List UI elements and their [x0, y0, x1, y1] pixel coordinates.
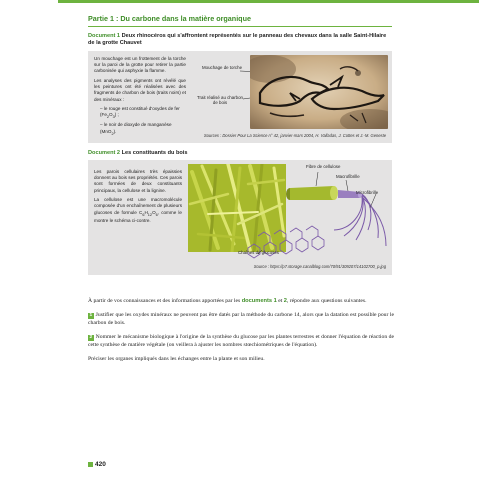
doc2-para1: Les parois cellulaires très épaissies donnent au bois ses propriétés. Ces parois sont formées de deux constituants principaux, la cellulose et la lignine. [94, 168, 182, 193]
page-number-value: 420 [95, 461, 106, 468]
doc1-source: Sources : Dossier Pour La Science n° 42, janvier-mars 2004, H. Valladas, J. Cottes et J.-M. Geneste [203, 132, 386, 138]
doc1-para2: Les analyses des pigments ont révélé que les peintures ont été réalisées avec des fragments de charbon de bois (traits noirs) et des minéraux : [94, 77, 186, 102]
question-2: 2 Nommer le mécanisme biologique à l'origine de la synthèse du glucose par les plantes terrestres et donner l'équation de réaction de cette synthèse de matière végétale (on veillera à ajuster les nombres stœchiométriques de l'équation). [88, 334, 394, 349]
doc1-para1: Un mouchage est un frottement de la torche sur la paroi de la grotte pour retirer la partie carbonisée qui asphyxie la flamme. [94, 55, 186, 74]
label-chaines-glucoses: Chaînes de glucoses [238, 249, 280, 255]
doc1-text [94, 56, 186, 139]
doc1-bullet-iron-oxide: – le rouge est constitué d'oxydes de fer $(Fe_2O_3)$ ; [100, 106, 186, 121]
label-macrofibrille: Macrofibrille [336, 173, 360, 179]
cellulose-schema-icon [238, 164, 388, 264]
doc1-bullet-manganese-dioxide: – le noir de dioxyde de manganèse (MnO$_2$). [100, 122, 186, 137]
doc2-box [88, 160, 392, 275]
top-accent-rule [58, 0, 479, 3]
doc1-list [94, 106, 186, 137]
label-microfibrille: Microfibrille [356, 189, 379, 195]
rhinoceros-painting-icon [250, 55, 388, 129]
label-fibre-cellulose: Fibre de cellulose [306, 163, 341, 169]
doc1-title: Deux rhinocéros qui s'affrontent représentés sur le panneau des chevaux dans la salle Saint-Hilaire de la grotte Chauvet [88, 33, 387, 47]
doc1-caption [88, 33, 392, 48]
doc2-source: Source : https://p7.storage.canalblog.com/70/91/309207/14102700_p.jpg [253, 263, 386, 269]
part-title-rule [88, 26, 392, 27]
question-1: 1 Justifier que les oxydes minéraux ne peuvent pas être datés par la méthode du carbone 14, alors que la datation est possible pour le charbon de bois. [88, 312, 394, 327]
page-content [88, 14, 392, 275]
question-2-number: 2 [89, 335, 93, 341]
questions-section [88, 297, 394, 370]
label-mouchage: Mouchage de torche [201, 64, 243, 70]
page-number-square-icon [88, 462, 93, 467]
cellulose-structure-diagram [238, 164, 388, 264]
question-3: Préciser les organes impliqués dans les échanges entre la plante et son milieu. [88, 356, 265, 363]
label-trait-charbon: Trait réalisé au charbon de bois [197, 94, 243, 105]
page-number [88, 461, 106, 468]
doc2-title: Les constituants du bois [121, 149, 188, 156]
doc2-text [94, 169, 182, 227]
doc1-box [88, 51, 392, 143]
doc2-number: Document 2 [88, 149, 121, 156]
part-title: Partie 1 : Du carbone dans la matière organique [88, 14, 251, 23]
doc2-caption [88, 150, 392, 157]
intro-paragraph: À partir de vos connaissances et des informations apportées par les documents 1 et 2, répondre aux questions suivantes. [88, 298, 367, 304]
ref-documents-1: documents 1 [241, 298, 277, 304]
question-1-number: 1 [89, 313, 93, 319]
cave-painting-image [250, 55, 388, 129]
ref-document-2: 2 [283, 298, 287, 304]
doc1-number: Document 1 [88, 33, 121, 39]
doc2-para2: La cellulose est une macromolécule composée d'un enchaînement de plusieurs glucoses de formule $C_6H_{12}O_6$, comme le montre le schéma ci-contre. [94, 197, 182, 223]
